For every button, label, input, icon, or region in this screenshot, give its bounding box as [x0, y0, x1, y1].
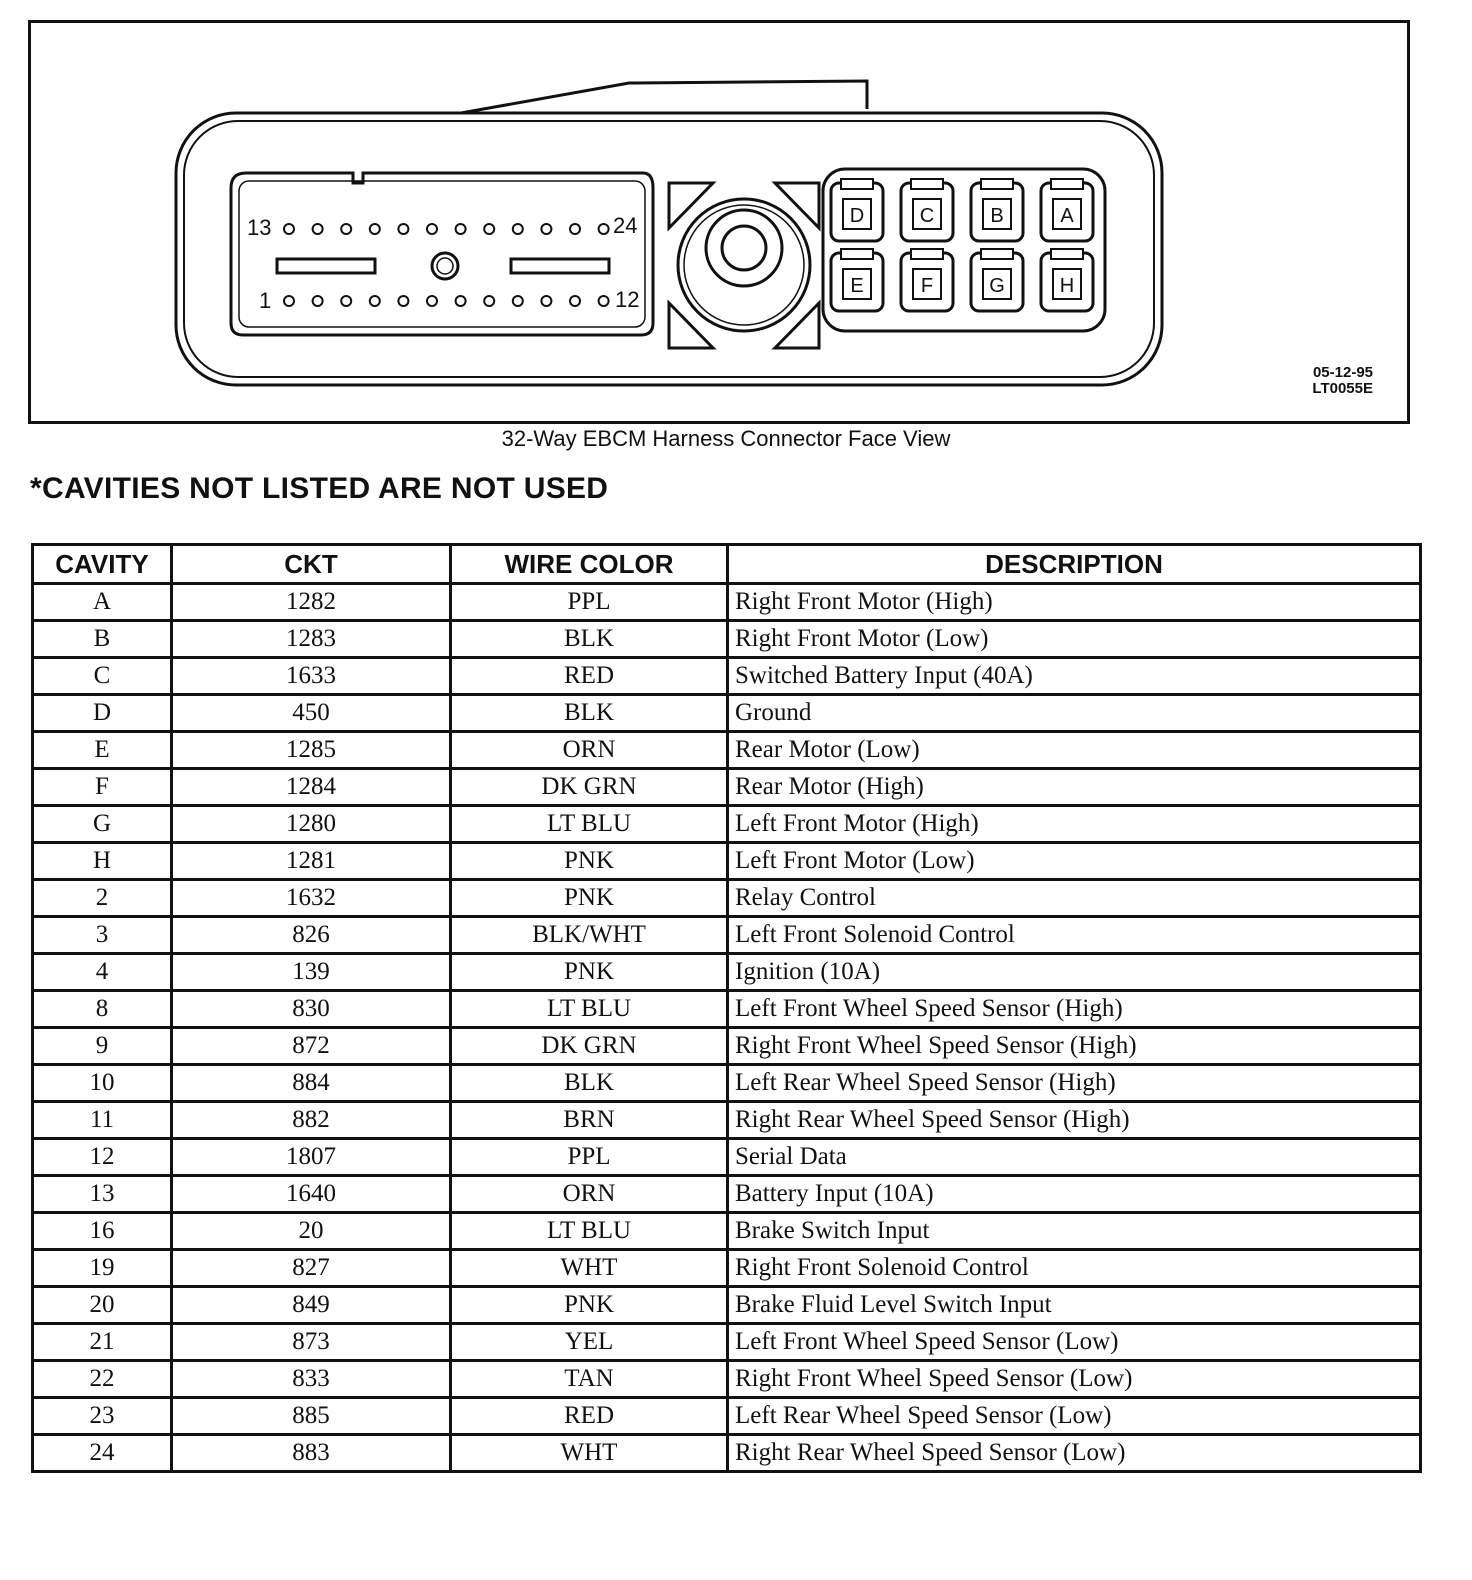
pin-terminal	[284, 224, 294, 234]
ckt-cell: 1632	[172, 880, 451, 917]
pin-terminal	[541, 296, 551, 306]
cavity-cell: A	[33, 584, 172, 621]
connector-diagram	[28, 20, 1410, 424]
cavity-cell: 10	[33, 1065, 172, 1102]
description-cell: Right Rear Wheel Speed Sensor (High)	[728, 1102, 1421, 1139]
header-cavity: CAVITY	[33, 545, 172, 584]
table-row	[33, 1102, 1421, 1139]
cavity-cell: 22	[33, 1361, 172, 1398]
cavity-letter: C	[919, 205, 935, 227]
top-pin-row	[284, 224, 609, 234]
power-cavity	[1041, 249, 1093, 311]
ckt-cell: 1280	[172, 806, 451, 843]
ckt-cell: 873	[172, 1324, 451, 1361]
center-bolt	[669, 183, 819, 348]
diagram-caption: 32-Way EBCM Harness Connector Face View	[501, 426, 951, 451]
wire-color-cell: YEL	[451, 1324, 728, 1361]
ckt-cell: 1283	[172, 621, 451, 658]
pin-label-13: 13	[247, 215, 272, 240]
ckt-cell: 1633	[172, 658, 451, 695]
ckt-cell: 883	[172, 1435, 451, 1472]
pin-label-24: 24	[613, 213, 638, 238]
cavity-cell: 11	[33, 1102, 172, 1139]
cavity-cell: F	[33, 769, 172, 806]
table-row	[33, 843, 1421, 880]
pin-terminal	[398, 296, 408, 306]
power-cavity	[901, 179, 953, 241]
description-cell: Battery Input (10A)	[728, 1176, 1421, 1213]
header-description: DESCRIPTION	[728, 545, 1421, 584]
ckt-cell: 882	[172, 1102, 451, 1139]
description-cell: Left Front Wheel Speed Sensor (Low)	[728, 1324, 1421, 1361]
pin-terminal	[370, 296, 380, 306]
ckt-cell: 826	[172, 917, 451, 954]
ckt-cell: 1285	[172, 732, 451, 769]
drawing-code: LT0055E	[1312, 380, 1373, 397]
wire-color-cell: PNK	[451, 954, 728, 991]
description-cell: Brake Switch Input	[728, 1213, 1421, 1250]
table-row	[33, 917, 1421, 954]
cavities-note: *CAVITIES NOT LISTED ARE NOT USED	[30, 472, 609, 505]
wire-color-cell: RED	[451, 1398, 728, 1435]
description-cell: Left Front Motor (Low)	[728, 843, 1421, 880]
cavity-cell: E	[33, 732, 172, 769]
table-row	[33, 621, 1421, 658]
table-row	[33, 1065, 1421, 1102]
ckt-cell: 1640	[172, 1176, 451, 1213]
cavity-cell: B	[33, 621, 172, 658]
connector-drawing	[31, 23, 1407, 421]
pin-terminal	[427, 296, 437, 306]
wire-color-cell: RED	[451, 658, 728, 695]
wire-color-cell: LT BLU	[451, 806, 728, 843]
wire-color-cell: PNK	[451, 843, 728, 880]
power-cavity	[831, 249, 883, 311]
pin-terminal	[484, 296, 494, 306]
description-cell: Left Front Wheel Speed Sensor (High)	[728, 991, 1421, 1028]
pin-label-12: 12	[615, 287, 640, 312]
cavity-table	[31, 543, 1422, 1473]
description-cell: Serial Data	[728, 1139, 1421, 1176]
cavity-cell: C	[33, 658, 172, 695]
cavity-cell: D	[33, 695, 172, 732]
pin-terminal	[570, 296, 580, 306]
power-cavity	[1041, 179, 1093, 241]
pin-terminal	[570, 224, 580, 234]
cavity-letter: B	[990, 205, 1004, 227]
wire-color-cell: PNK	[451, 1287, 728, 1324]
table-row	[33, 732, 1421, 769]
cavity-cell: 8	[33, 991, 172, 1028]
table-row	[33, 991, 1421, 1028]
pin-terminal	[370, 224, 380, 234]
cavity-letter: H	[1059, 275, 1075, 297]
cavity-letter: F	[920, 275, 934, 297]
power-cavity	[901, 249, 953, 311]
table-row	[33, 1028, 1421, 1065]
ckt-cell: 1281	[172, 843, 451, 880]
wire-color-cell: PNK	[451, 880, 728, 917]
ckt-cell: 872	[172, 1028, 451, 1065]
left-slot	[277, 259, 375, 273]
bottom-pin-row	[284, 296, 609, 306]
description-cell: Left Front Motor (High)	[728, 806, 1421, 843]
pin-terminal	[313, 224, 323, 234]
table-row	[33, 880, 1421, 917]
ckt-cell: 20	[172, 1213, 451, 1250]
wire-color-cell: LT BLU	[451, 991, 728, 1028]
cavity-letter: D	[849, 205, 865, 227]
table-row	[33, 1435, 1421, 1472]
pin-terminal	[599, 296, 609, 306]
ckt-cell: 1807	[172, 1139, 451, 1176]
description-cell: Right Front Wheel Speed Sensor (Low)	[728, 1361, 1421, 1398]
cavity-cell: 23	[33, 1398, 172, 1435]
table-row	[33, 658, 1421, 695]
wire-color-cell: ORN	[451, 732, 728, 769]
table-header-row	[33, 545, 1421, 584]
description-cell: Ignition (10A)	[728, 954, 1421, 991]
cavity-cell: 20	[33, 1287, 172, 1324]
table-row	[33, 1287, 1421, 1324]
wire-color-cell: WHT	[451, 1435, 728, 1472]
cavity-letter: G	[989, 275, 1005, 297]
description-cell: Rear Motor (Low)	[728, 732, 1421, 769]
pin-terminal	[456, 224, 466, 234]
cavity-cell: 12	[33, 1139, 172, 1176]
description-cell: Switched Battery Input (40A)	[728, 658, 1421, 695]
pin-terminal	[427, 224, 437, 234]
ckt-cell: 830	[172, 991, 451, 1028]
header-wire-color: WIRE COLOR	[451, 545, 728, 584]
pin-terminal	[484, 224, 494, 234]
pin-terminal	[456, 296, 466, 306]
cavity-cell: 13	[33, 1176, 172, 1213]
right-slot	[511, 259, 609, 273]
cavity-cell: 21	[33, 1324, 172, 1361]
wire-color-cell: BRN	[451, 1102, 728, 1139]
wire-color-cell: TAN	[451, 1361, 728, 1398]
table-row	[33, 1139, 1421, 1176]
wire-color-cell: DK GRN	[451, 1028, 728, 1065]
wire-color-cell: LT BLU	[451, 1213, 728, 1250]
cavity-cell: H	[33, 843, 172, 880]
table-row	[33, 954, 1421, 991]
pin-terminal	[341, 296, 351, 306]
pin-terminal	[513, 296, 523, 306]
cavity-cell: 3	[33, 917, 172, 954]
pin-terminal	[541, 224, 551, 234]
housing-tab	[461, 81, 867, 113]
wire-color-cell: BLK	[451, 695, 728, 732]
power-cavity	[971, 249, 1023, 311]
ckt-cell: 450	[172, 695, 451, 732]
locator-hole	[432, 253, 458, 279]
cavity-cell: 19	[33, 1250, 172, 1287]
ckt-cell: 827	[172, 1250, 451, 1287]
table-row	[33, 1250, 1421, 1287]
table-row	[33, 695, 1421, 732]
ckt-cell: 1284	[172, 769, 451, 806]
drawing-date: 05-12-95	[1312, 364, 1373, 381]
power-cavity	[971, 179, 1023, 241]
pin-terminal	[341, 224, 351, 234]
ckt-cell: 833	[172, 1361, 451, 1398]
table-row	[33, 1398, 1421, 1435]
cavity-cell: 4	[33, 954, 172, 991]
table-row	[33, 1176, 1421, 1213]
power-cavities	[831, 179, 1093, 311]
table-row	[33, 806, 1421, 843]
table-row	[33, 584, 1421, 621]
cavity-letter: A	[1060, 205, 1074, 227]
wire-color-cell: DK GRN	[451, 769, 728, 806]
cavity-cell: 24	[33, 1435, 172, 1472]
ckt-cell: 884	[172, 1065, 451, 1102]
ckt-cell: 1282	[172, 584, 451, 621]
ckt-cell: 139	[172, 954, 451, 991]
table-row	[33, 769, 1421, 806]
pin-terminal	[398, 224, 408, 234]
description-cell: Left Rear Wheel Speed Sensor (Low)	[728, 1398, 1421, 1435]
description-cell: Left Rear Wheel Speed Sensor (High)	[728, 1065, 1421, 1102]
description-cell: Right Front Wheel Speed Sensor (High)	[728, 1028, 1421, 1065]
wire-color-cell: PPL	[451, 1139, 728, 1176]
description-cell: Ground	[728, 695, 1421, 732]
description-cell: Right Front Solenoid Control	[728, 1250, 1421, 1287]
description-cell: Brake Fluid Level Switch Input	[728, 1287, 1421, 1324]
ckt-cell: 885	[172, 1398, 451, 1435]
table-row	[33, 1361, 1421, 1398]
power-cavity	[831, 179, 883, 241]
pin-terminal	[513, 224, 523, 234]
wire-color-cell: WHT	[451, 1250, 728, 1287]
description-cell: Relay Control	[728, 880, 1421, 917]
description-cell: Right Front Motor (Low)	[728, 621, 1421, 658]
table-row	[33, 1213, 1421, 1250]
description-cell: Rear Motor (High)	[728, 769, 1421, 806]
locator-hole-inner	[437, 258, 453, 274]
cavity-letter: E	[850, 275, 864, 297]
wire-color-cell: BLK	[451, 621, 728, 658]
pin-label-1: 1	[259, 288, 272, 313]
description-cell: Right Rear Wheel Speed Sensor (Low)	[728, 1435, 1421, 1472]
wire-color-cell: ORN	[451, 1176, 728, 1213]
description-cell: Right Front Motor (High)	[728, 584, 1421, 621]
cavity-cell: G	[33, 806, 172, 843]
header-ckt: CKT	[172, 545, 451, 584]
cavity-cell: 16	[33, 1213, 172, 1250]
cavity-cell: 2	[33, 880, 172, 917]
cavity-cell: 9	[33, 1028, 172, 1065]
wire-color-cell: PPL	[451, 584, 728, 621]
pin-terminal	[599, 224, 609, 234]
pin-terminal	[313, 296, 323, 306]
table-row	[33, 1324, 1421, 1361]
wire-color-cell: BLK/WHT	[451, 917, 728, 954]
wire-color-cell: BLK	[451, 1065, 728, 1102]
ckt-cell: 849	[172, 1287, 451, 1324]
description-cell: Left Front Solenoid Control	[728, 917, 1421, 954]
pin-terminal	[284, 296, 294, 306]
